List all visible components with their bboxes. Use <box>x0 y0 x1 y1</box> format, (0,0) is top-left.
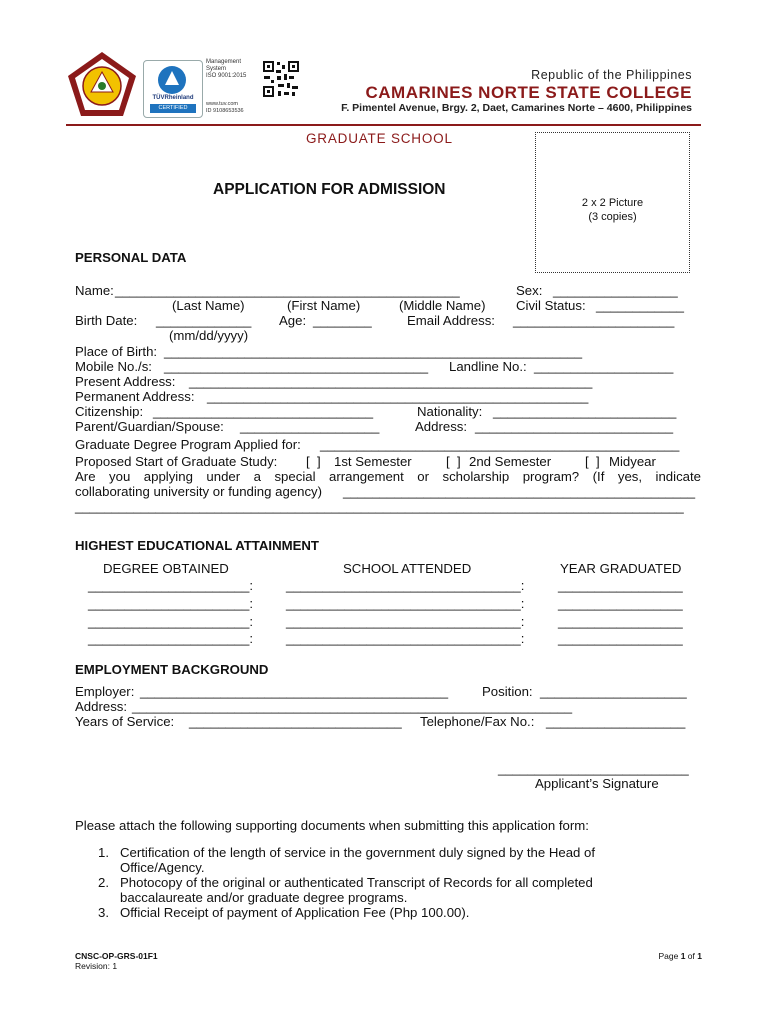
year-field-2[interactable]: _________________ <box>558 596 683 611</box>
document-number-1: 1. <box>98 845 109 860</box>
header-divider <box>66 124 701 126</box>
degree-field-2[interactable]: ______________________: <box>88 596 254 611</box>
email-label: Email Address: <box>407 313 495 328</box>
civil-status-field[interactable]: ____________ <box>596 298 685 313</box>
education-heading: HIGHEST EDUCATIONAL ATTAINMENT <box>75 538 319 553</box>
tuv-certification-badge <box>143 60 203 118</box>
nationality-field[interactable]: _________________________ <box>493 404 677 419</box>
document-number-2: 2. <box>98 875 109 890</box>
document-item-2-cont: baccalaureate and/or graduate degree programs. <box>120 890 408 905</box>
school-field-3[interactable]: ________________________________: <box>286 614 525 629</box>
place-of-birth-label: Place of Birth: <box>75 344 158 359</box>
degree-column-header: DEGREE OBTAINED <box>103 561 229 576</box>
photo-box[interactable] <box>535 132 690 273</box>
present-address-label: Present Address: <box>75 374 176 389</box>
photo-label: 2 x 2 Picture <box>581 197 644 209</box>
landline-field[interactable]: ___________________ <box>534 359 674 374</box>
guardian-address-field[interactable]: ___________________________ <box>475 419 674 434</box>
date-format-caption: (mm/dd/yyyy) <box>169 328 249 343</box>
guardian-field[interactable]: ___________________ <box>240 419 380 434</box>
nationality-label: Nationality: <box>417 404 483 419</box>
first-semester-label: 1st Semester <box>334 454 412 469</box>
telephone-field[interactable]: ___________________ <box>546 714 686 729</box>
position-field[interactable]: ____________________ <box>540 684 687 699</box>
name-field[interactable]: _______________________________________________ <box>115 283 460 298</box>
program-field[interactable]: _________________________________________________ <box>320 437 680 452</box>
civil-status-label: Civil Status: <box>516 298 586 313</box>
document-item-1-cont: Office/Agency. <box>120 860 205 875</box>
first-name-caption: (First Name) <box>287 298 361 313</box>
guardian-address-label: Address: <box>415 419 468 434</box>
special-program-question: Are you applying under a special arrangement or scholarship program? (If yes, indicate <box>75 469 701 484</box>
employment-heading: EMPLOYMENT BACKGROUND <box>75 662 269 677</box>
landline-label: Landline No.: <box>449 359 527 374</box>
birth-date-label: Birth Date: <box>75 313 138 328</box>
citizenship-label: Citizenship: <box>75 404 144 419</box>
last-name-caption: (Last Name) <box>172 298 245 313</box>
mobile-field[interactable]: ____________________________________ <box>164 359 429 374</box>
college-name: CAMARINES NORTE STATE COLLEGE <box>365 83 692 102</box>
birth-date-field[interactable]: _____________ <box>156 313 252 328</box>
midyear-label: Midyear <box>609 454 656 469</box>
second-semester-checkbox[interactable]: [ ] <box>446 454 461 469</box>
middle-name-caption: (Middle Name) <box>399 298 486 313</box>
age-field[interactable]: ________ <box>313 313 372 328</box>
special-program-question-cont: collaborating university or funding agency) <box>75 484 323 499</box>
school-field-4[interactable]: ________________________________: <box>286 631 525 646</box>
form-revision: Revision: 1 <box>75 961 118 971</box>
email-field[interactable]: ______________________ <box>513 313 675 328</box>
republic-text: Republic of the Philippines <box>531 68 692 82</box>
attachments-intro: Please attach the following supporting documents when submitting this application form: <box>75 818 589 833</box>
guardian-label: Parent/Guardian/Spouse: <box>75 419 224 434</box>
position-label: Position: <box>482 684 533 699</box>
start-label: Proposed Start of Graduate Study: <box>75 454 278 469</box>
program-label: Graduate Degree Program Applied for: <box>75 437 301 452</box>
school-field-2[interactable]: ________________________________: <box>286 596 525 611</box>
tuv-brand: TÜVRheinland <box>152 95 194 101</box>
employer-address-field[interactable]: ____________________________________________________________ <box>132 699 573 714</box>
telephone-label: Telephone/Fax No.: <box>420 714 535 729</box>
sex-label: Sex: <box>516 283 543 298</box>
personal-data-heading: PERSONAL DATA <box>75 250 187 265</box>
employer-address-label: Address: <box>75 699 128 714</box>
signature-field[interactable]: __________________________ <box>498 761 689 776</box>
years-of-service-field[interactable]: _____________________________ <box>189 714 402 729</box>
signature-label: Applicant’s Signature <box>535 776 659 791</box>
document-item-3: Official Receipt of payment of Application Fee (Php 100.00). <box>120 905 470 920</box>
special-program-field[interactable]: ________________________________________________ <box>343 484 696 499</box>
years-of-service-label: Years of Service: <box>75 714 175 729</box>
page-indicator: Page 1 of 1 <box>658 951 702 961</box>
graduate-school-label: GRADUATE SCHOOL <box>306 131 453 146</box>
year-field-4[interactable]: _________________ <box>558 631 683 646</box>
degree-field-1[interactable]: ______________________: <box>88 578 254 593</box>
college-seal-logo <box>66 50 138 118</box>
employer-field[interactable]: __________________________________________ <box>140 684 449 699</box>
document-item-2: Photocopy of the original or authenticated Transcript of Records for all completed <box>120 875 593 890</box>
year-field-1[interactable]: _________________ <box>558 578 683 593</box>
qr-code-icon <box>262 60 300 98</box>
permanent-address-label: Permanent Address: <box>75 389 195 404</box>
year-column-header: YEAR GRADUATED <box>560 561 682 576</box>
sex-field[interactable]: _________________ <box>553 283 678 298</box>
second-semester-label: 2nd Semester <box>469 454 552 469</box>
mobile-label: Mobile No./s: <box>75 359 152 374</box>
permanent-address-field[interactable]: ____________________________________________________ <box>207 389 589 404</box>
document-number-3: 3. <box>98 905 109 920</box>
citizenship-field[interactable]: ______________________________ <box>153 404 374 419</box>
degree-field-3[interactable]: ______________________: <box>88 614 254 629</box>
year-field-3[interactable]: _________________ <box>558 614 683 629</box>
place-of-birth-field[interactable]: _________________________________________________________ <box>164 344 583 359</box>
midyear-checkbox[interactable]: [ ] <box>585 454 600 469</box>
school-column-header: SCHOOL ATTENDED <box>343 561 472 576</box>
name-label: Name: <box>75 283 114 298</box>
photo-copies: (3 copies) <box>588 211 637 223</box>
tuv-certified: CERTIFIED <box>150 104 196 113</box>
first-semester-checkbox[interactable]: [ ] <box>306 454 321 469</box>
tuv-management-text: Management System ISO 9001:2015 <box>206 59 247 79</box>
tuv-web-text: www.tuv.com ID 9108653536 <box>206 101 244 114</box>
college-address: F. Pimentel Avenue, Brgy. 2, Daet, Camarines Norte – 4600, Philippines <box>341 102 692 114</box>
special-program-field-2[interactable]: ___________________________________________________________________________________ <box>75 499 684 514</box>
present-address-field[interactable]: _______________________________________________________ <box>189 374 593 389</box>
age-label: Age: <box>279 313 307 328</box>
school-field-1[interactable]: ________________________________: <box>286 578 525 593</box>
employer-label: Employer: <box>75 684 135 699</box>
degree-field-4[interactable]: ______________________: <box>88 631 254 646</box>
document-item-1: Certification of the length of service in the government duly signed by the Head of <box>120 845 596 860</box>
form-code: CNSC-OP-GRS-01F1 <box>75 951 158 961</box>
form-title: APPLICATION FOR ADMISSION <box>213 181 446 198</box>
